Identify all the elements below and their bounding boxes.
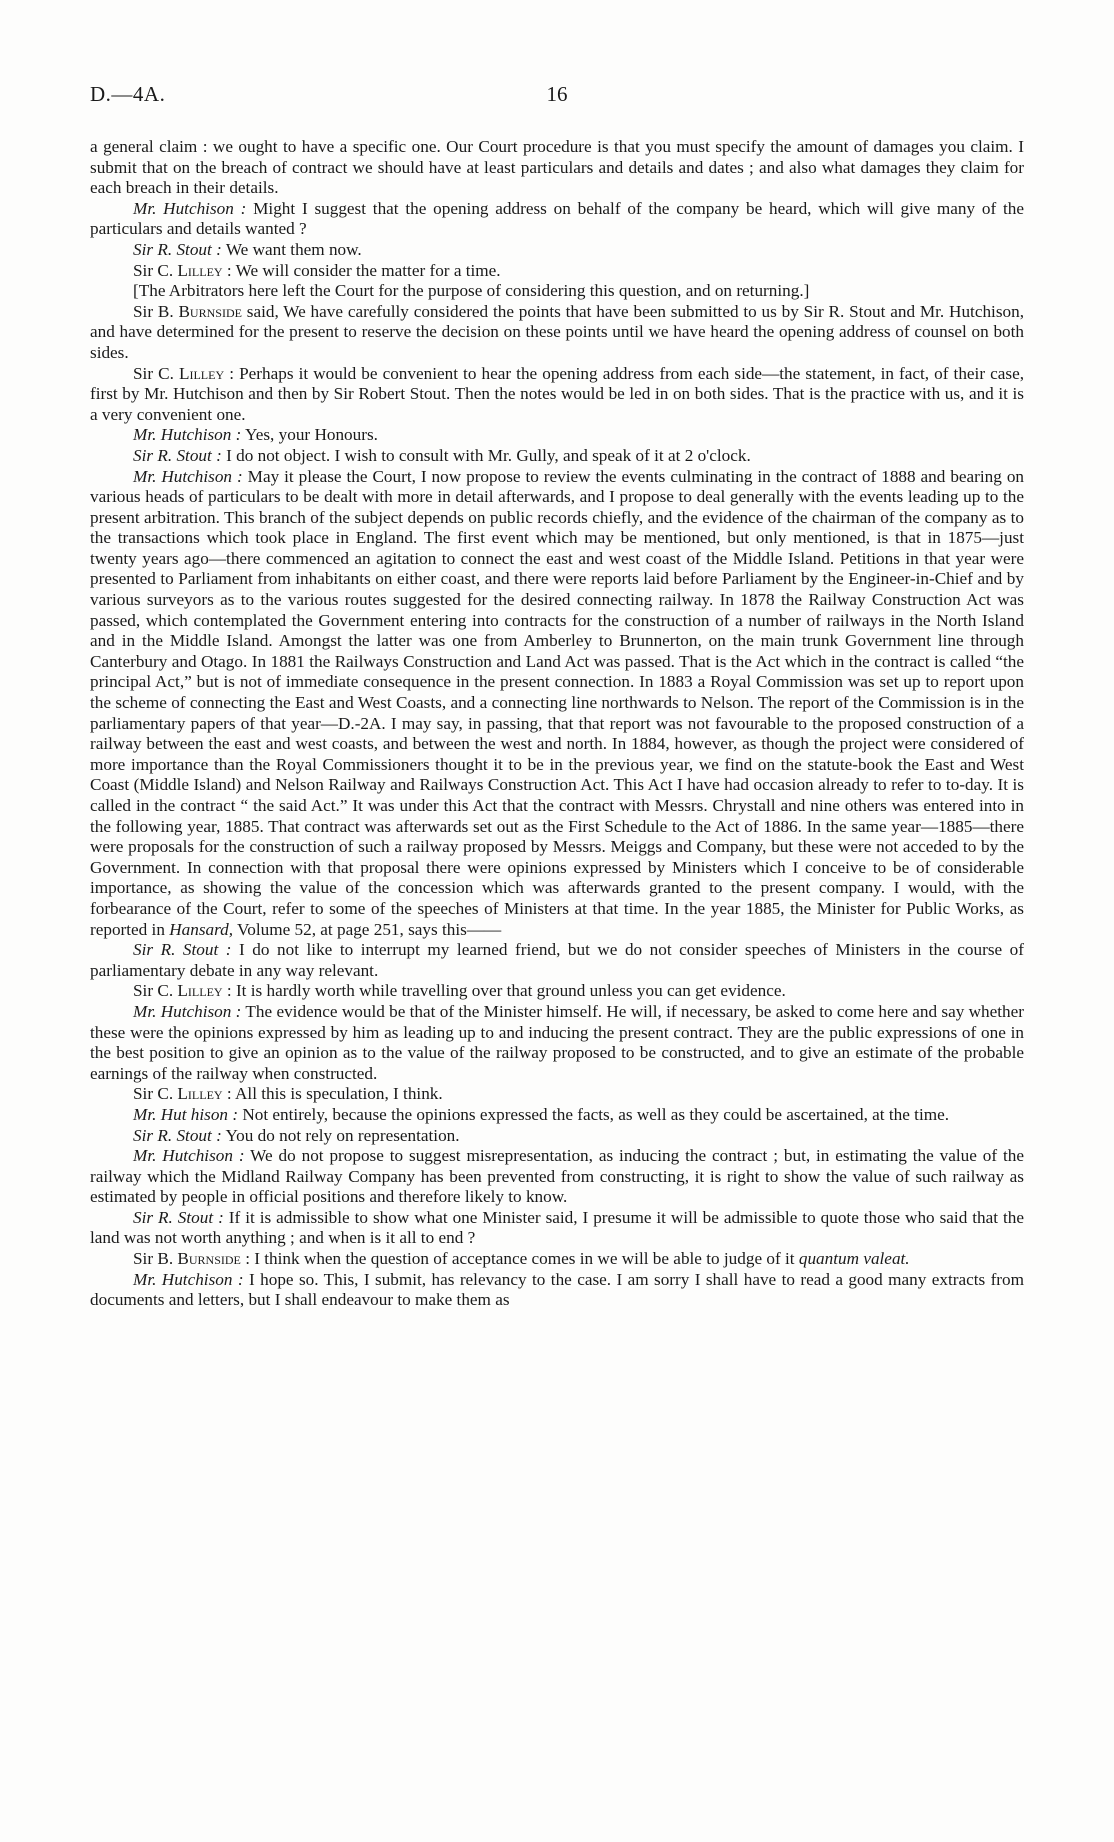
paragraph: [90, 1084, 1024, 1105]
speaker-name: Mr. Hutchison :: [133, 1269, 244, 1289]
paragraph-text: We do not propose to suggest misrepresentation, as inducing the contract ; but, in estimating the value of the railway which the Midland Railway Company has been prevented from constructing, it is right to show the value of such railway as estimated by people in official positions and therefore likely to know.: [90, 1146, 1024, 1207]
speaker-name: Mr. Hutchison :: [133, 1001, 242, 1021]
paragraph: [90, 467, 1024, 941]
paragraph-text: [The Arbitrators here left the Court for the purpose of considering this question, and on returning.]: [133, 281, 810, 301]
speaker-name: [133, 302, 242, 321]
paragraph-text: Not entirely, because the opinions expressed the facts, as well as they could be ascertained, at the time.: [242, 1104, 950, 1124]
speaker-colon: :: [222, 981, 232, 1001]
speaker-surname: Lilley: [177, 981, 223, 1001]
page-header: [90, 82, 1024, 114]
paragraph: [90, 137, 1024, 199]
speaker-name: Mr. Hutchison :: [133, 466, 243, 486]
paragraph: [90, 261, 1024, 282]
paragraph: [90, 1002, 1024, 1084]
speaker-title: Sir B.: [133, 301, 179, 321]
paragraph: [90, 425, 1024, 446]
paragraph-text: said, We have carefully considered the points that have been submitted to us by Sir R. Stout and Mr. Hutchison, and have determined for the present to reserve the decision on these points until we have heard the opening address of counsel on both sides.: [90, 301, 1024, 362]
speaker-name: [133, 364, 234, 383]
paragraph-text: I do not like to interrupt my learned friend, but we do not consider speeches of Ministers in the course of parliamentary debate in any way relevant.: [90, 940, 1024, 980]
paragraph: [90, 240, 1024, 261]
paragraph-text: Might I suggest that the opening address on behalf of the company be heard, which will give many of the particulars and details wanted ?: [90, 198, 1025, 239]
speaker-name: Mr. Hutchison :: [133, 1146, 245, 1166]
speaker-surname: Lilley: [177, 260, 223, 280]
paragraph-text: We want them now.: [225, 239, 362, 259]
speaker-name: Mr. Hutchison :: [133, 425, 242, 445]
speaker-title: Sir B.: [133, 1249, 178, 1269]
paragraph: [90, 1249, 1024, 1270]
paragraph: [90, 302, 1024, 364]
speaker-name: Sir R. Stout :: [133, 940, 232, 960]
paragraph: [90, 281, 1024, 302]
speaker-name: Mr. Hut hison :: [133, 1104, 239, 1124]
paragraph: [90, 1270, 1024, 1311]
paragraph: [90, 981, 1024, 1002]
speaker-name: Sir R. Stout :: [133, 1207, 224, 1227]
speaker-surname: Burnside: [178, 301, 242, 321]
speaker-title: Sir C.: [133, 260, 178, 280]
speaker-name: Sir R. Stout :: [133, 1125, 222, 1145]
paragraph-text: The evidence would be that of the Minister himself. He will, if necessary, be asked to come here and say whether these were the opinions expressed by him as leading up to and inducing the present contract. They are the public expressions of one in the best position to give an opinion as to the value of the railway proposed to be constructed, and to give an estimate of the probable earnings of the railway when constructed.: [90, 1001, 1024, 1083]
speaker-name: [133, 261, 232, 280]
speaker-surname: Lilley: [177, 1084, 223, 1104]
paragraph: [90, 446, 1024, 467]
speaker-colon: :: [224, 363, 234, 383]
paragraph-text-continued: Volume 52, at page 251, says this——: [233, 919, 502, 939]
paragraph-text: Yes, your Honours.: [245, 425, 378, 445]
paragraph: [90, 364, 1024, 426]
speaker-colon: :: [240, 1249, 250, 1269]
paragraph-text: May it please the Court, I now propose to review the events culminating in the contract of 1888 and bearing on various heads of particulars to be dealt with more in detail afterwards, and I propose to deal generally with the events leading up to the present arbitration. This branch of the subject depends on public records chiefly, and the evidence of the chairman of the company as to the transactions which took place in England. The first event which may be mentioned, but only mentioned, is that in 1875—just twenty years ago—there commenced an agitation to connect the east and west coast of the Middle Island. Petitions in that year were presented to Parliament from inhabitants on either coast, and there were reports laid before Parliament by the Engineer-in-Chief and by various surveyors as to the various routes suggested for the desired connecting railway. In 1878 the Railway Construction Act was passed, which contemplated the Government entering into contracts for the construction of a number of railways in the North Island and in the Middle Island. Amongst the latter was one from Amberley to Brunnerton, on the main trunk Government line through Canterbury and Otago. In 1881 the Railways Construction and Land Act was passed. That is the Act which in the contract is called “the principal Act,” but is not of immediate consequence in the present connection. In 1883 a Royal Commission was set up to report upon the scheme of connecting the East and West Coasts, and a connecting line northwards to Nelson. The report of the Commission is in the parliamentary papers of that year—D.-2A. I may say, in passing, that that report was not favourable to the proposed construction of a railway between the east and west coasts, and between the west and north. In 1884, however, as though the project were considered of more importance than the Royal Commissioners thought it to be in the previous year, we find on the statute-book the East and West Coast (Middle Island) and Nelson Railway and Railways Construction Act. This Act I have had occasion already to refer to to-day. It is called in the contract “ the said Act.” It was under this Act that the contract with Messrs. Chrystall and nine others was entered into in the following year, 1885. That contract was afterwards set out as the First Schedule to the Act of 1886. In the same year—1885—there were proposals for the construction of such a railway proposed by Messrs. Meiggs and Company, but these were not acceded to by the Government. In connection with that proposal there were opinions expressed by Ministers which I conceive to be of considerable importance, as showing the value of the concession which was afterwards granted to the present company. I would, with the forbearance of the Court, refer to some of the speeches of Ministers at that time. In the year 1885, the Minister for Public Works, as reported in: [90, 466, 1025, 939]
paragraph: [90, 1208, 1024, 1249]
speaker-name: [133, 1084, 232, 1103]
paragraph: [90, 1105, 1024, 1126]
paragraph-text: We will consider the matter for a time.: [235, 260, 501, 280]
speaker-title: Sir C.: [133, 363, 179, 383]
speaker-name: Sir R. Stout :: [133, 445, 222, 465]
paragraph-text: All this is speculation, I think.: [235, 1084, 443, 1104]
speaker-surname: Lilley: [178, 363, 225, 383]
speaker-colon: :: [222, 260, 232, 280]
document-reference: D.—4A.: [90, 82, 166, 106]
paragraph-text: If it is admissible to show what one Minister said, I presume it will be admissible to quote those who said that the land was not worth anything ; and when is it all to end ?: [90, 1207, 1024, 1248]
paragraph-text: a general claim : we ought to have a specific one. Our Court procedure is that you must specify the amount of damages you claim. I submit that on the breach of contract we should have at least particulars and details and dates ; and also what damages they claim for each breach in their details.: [90, 137, 1024, 198]
paragraph: [90, 199, 1024, 240]
speaker-name: Sir R. Stout :: [133, 239, 222, 259]
paragraph-text: You do not rely on representation.: [225, 1125, 460, 1145]
paragraph-text: I hope so. This, I submit, has relevancy to the case. I am sorry I shall have to read a good many extracts from documents and letters, but I shall endeavour to make them as: [90, 1269, 1024, 1310]
paragraph-text: Perhaps it would be convenient to hear the opening address from each side—the statement, in fact, of their case, first by Mr. Hutchison and then by Sir Robert Stout. Then the notes would be led in on both sides. That is the practice with us, and it is a very convenient one.: [90, 363, 1025, 424]
document-body: [90, 137, 1024, 1311]
speaker-title: Sir C.: [133, 1084, 178, 1104]
italic-phrase: quantum valeat.: [798, 1249, 910, 1269]
paragraph: [90, 1126, 1024, 1147]
speaker-surname: Burnside: [177, 1249, 241, 1269]
speaker-name: Mr. Hutchison :: [133, 198, 247, 218]
paragraph-text: I do not object. I wish to consult with Mr. Gully, and speak of it at 2 o'clock.: [226, 445, 751, 465]
speaker-title: Sir C.: [133, 981, 178, 1001]
page-number: 16: [546, 82, 568, 106]
italic-reference: Hansard,: [169, 919, 234, 939]
paragraph: [90, 1146, 1024, 1208]
paragraph: [90, 940, 1024, 981]
speaker-name: [133, 1249, 250, 1268]
paragraph-text: It is hardly worth while travelling over that ground unless you can get evidence.: [235, 981, 786, 1001]
speaker-colon: :: [222, 1084, 232, 1104]
speaker-name: [133, 981, 232, 1000]
paragraph-text: I think when the question of acceptance comes in we will be able to judge of it: [254, 1249, 799, 1269]
